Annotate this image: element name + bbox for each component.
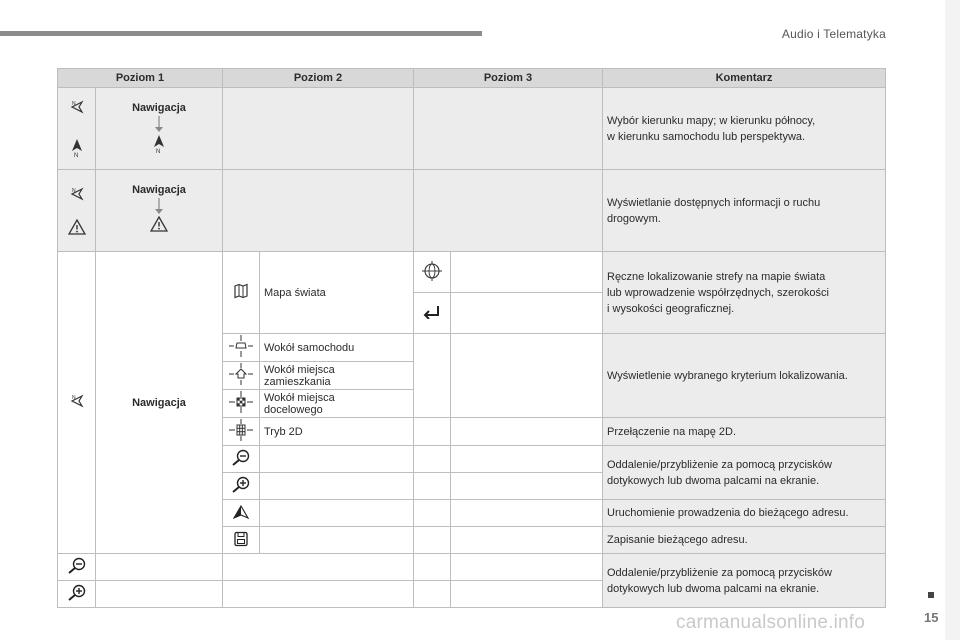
header-rule — [0, 31, 482, 36]
label-2d-mode: Tryb 2D — [260, 418, 414, 446]
compass-north-icon — [69, 394, 85, 408]
level2-nav-label: Nawigacja — [132, 184, 186, 196]
table-row-traffic — [58, 170, 886, 252]
navigation-north-icon — [70, 138, 84, 158]
zoom-in-icon — [67, 584, 87, 602]
section-title: Audio i Telematyka — [781, 27, 886, 41]
page-marker — [928, 592, 934, 598]
table-row-orientation — [58, 88, 886, 170]
col-header-level3: Poziom 3 — [414, 69, 603, 88]
crosshair-home-icon — [228, 362, 254, 386]
zoom-in-icon — [231, 476, 251, 494]
compass-north-icon — [69, 100, 85, 114]
map-book-icon — [233, 283, 249, 299]
level2-nav-label: Nawigacja — [132, 102, 186, 114]
zoom-out-icon — [67, 557, 87, 575]
comment-traffic: Wyświetlanie dostępnych informacji o ruchu drogowym. — [603, 170, 886, 252]
svg-text:N: N — [71, 187, 76, 194]
save-disk-icon — [233, 531, 249, 547]
zoom-out-icon — [231, 449, 251, 467]
crosshair-car-icon — [228, 334, 254, 358]
svg-text:N: N — [73, 152, 78, 158]
enter-icon — [423, 305, 441, 319]
label-around-destination: Wokół miejsca docelowego — [260, 390, 414, 418]
comment-2d-mode: Przełączenie na mapę 2D. — [603, 418, 886, 446]
label-around-home: Wokół miejsca zamieszkania — [260, 362, 414, 390]
comment-zoom-level1: Oddalenie/przybliżenie za pomocą przycisków dotykowych lub dwoma palcami na ekranie. — [603, 554, 886, 608]
col-header-level1: Poziom 1 — [58, 69, 223, 88]
comment-locate: Wyświetlenie wybranego kryterium lokalizowania. — [603, 334, 886, 418]
arrow-down-icon — [154, 114, 164, 134]
svg-text:N: N — [71, 100, 76, 107]
label-around-car: Wokół samochodu — [260, 334, 414, 362]
navigation-north-icon — [152, 134, 166, 154]
page-number: 15 — [924, 610, 939, 625]
comment-start-guidance: Uruchomienie prowadzenia do bieżącego adresu. — [603, 500, 886, 527]
compass-north-icon — [69, 187, 85, 201]
warning-triangle-icon — [150, 216, 168, 232]
grid-2d-icon — [228, 418, 254, 442]
col-header-level2: Poziom 2 — [223, 69, 414, 88]
watermark: carmanualsonline.info — [676, 612, 866, 633]
comment-orientation: Wybór kierunku mapy; w kierunku północy, w kierunku samochodu lub perspektywa. — [603, 88, 886, 170]
level2-nav-label: Nawigacja — [96, 252, 223, 554]
comment-save: Zapisanie bieżącego adresu. — [603, 527, 886, 554]
col-header-comment: Komentarz — [603, 69, 886, 88]
arrow-down-icon — [154, 196, 164, 216]
table-header-row — [58, 69, 886, 88]
label-world-map: Mapa świata — [260, 252, 414, 334]
comment-zoom: Oddalenie/przybliżenie za pomocą przycisków dotykowych lub dwoma palcami na ekranie. — [603, 446, 886, 500]
globe-icon — [422, 261, 442, 281]
table-row-zoom-out-level1 — [58, 554, 886, 581]
menu-table — [57, 68, 886, 608]
page-edge-rail — [945, 0, 960, 640]
warning-triangle-icon — [68, 219, 86, 235]
comment-world-map: Ręczne lokalizowanie strefy na mapie świata lub wprowadzenie współrzędnych, szerokości i wysokości geograficznej. — [603, 252, 886, 334]
navigation-arrow-icon — [233, 505, 249, 519]
crosshair-flag-icon — [228, 390, 254, 414]
svg-text:N: N — [156, 149, 161, 154]
svg-text:N: N — [71, 395, 76, 401]
table-row-world-map — [58, 252, 886, 293]
